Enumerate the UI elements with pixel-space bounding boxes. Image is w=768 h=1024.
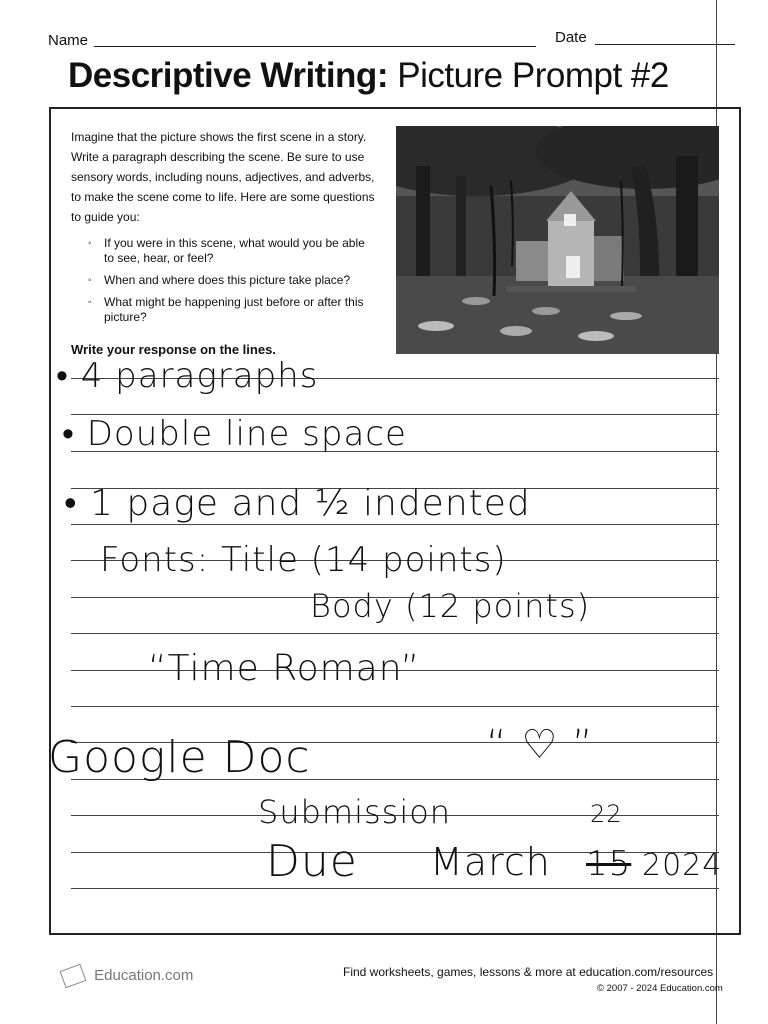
- question-item: ◦ What might be happening just before or after this picture?: [88, 295, 373, 325]
- handwritten-line: Submission: [258, 793, 452, 831]
- swamp-house-image: [396, 126, 719, 354]
- ruled-line: [71, 888, 719, 889]
- handwritten-month: March: [430, 840, 551, 884]
- write-prompt: Write your response on the lines.: [71, 342, 276, 357]
- footer-brand: [62, 967, 193, 985]
- footer-copyright: © 2007 - 2024 Education.com: [597, 983, 723, 994]
- title-regular: Picture Prompt #2: [397, 56, 669, 95]
- footer-resources-text: Find worksheets, games, lessons & more at education.com/resources: [343, 965, 714, 979]
- question-list: [88, 236, 373, 332]
- title-bold: Descriptive Writing:: [68, 56, 388, 95]
- date-label: Date: [555, 29, 587, 46]
- name-label: Name: [48, 32, 89, 49]
- ruled-line: [71, 524, 719, 525]
- handwritten-line: • Double line space: [62, 414, 407, 454]
- handwritten-line: Body (12 points): [310, 587, 591, 625]
- question-item: ◦ When and where does this picture take place?: [88, 273, 373, 288]
- handwritten-line: • 1 page and ½ indented: [64, 483, 531, 524]
- date-line: [595, 44, 735, 45]
- name-line: [94, 46, 536, 47]
- handwritten-year: 2024: [642, 848, 723, 883]
- handwritten-line: Google Doc: [48, 732, 311, 783]
- instructions-intro: Imagine that the picture shows the first scene in a story. Write a paragraph describing the scene. Be sure to use sensory words, including nouns, adjectives, and adverbs, to make the scene come to life. Here are some questions to guide you:: [71, 130, 375, 224]
- handwritten-new-date: 22: [590, 800, 623, 828]
- ruled-line: [71, 633, 719, 634]
- education-logo-icon: [60, 964, 87, 988]
- handwritten-crossed-date: 15: [586, 844, 632, 884]
- ruled-line: [71, 706, 719, 707]
- handwritten-due: Due: [266, 836, 358, 887]
- handwritten-line: Fonts: Title (14 points): [100, 540, 507, 580]
- brand-name: Education.com: [94, 967, 194, 984]
- heart-doodle: “ ♡ ”: [486, 722, 594, 768]
- page-title: [68, 56, 669, 96]
- scene-illustration: [396, 126, 719, 354]
- handwritten-line: • 4 paragraphs: [56, 356, 319, 396]
- question-item: ◦ If you were in this scene, what would you be able to see, hear, or feel?: [88, 236, 373, 266]
- handwritten-line: “Time Roman”: [148, 648, 421, 689]
